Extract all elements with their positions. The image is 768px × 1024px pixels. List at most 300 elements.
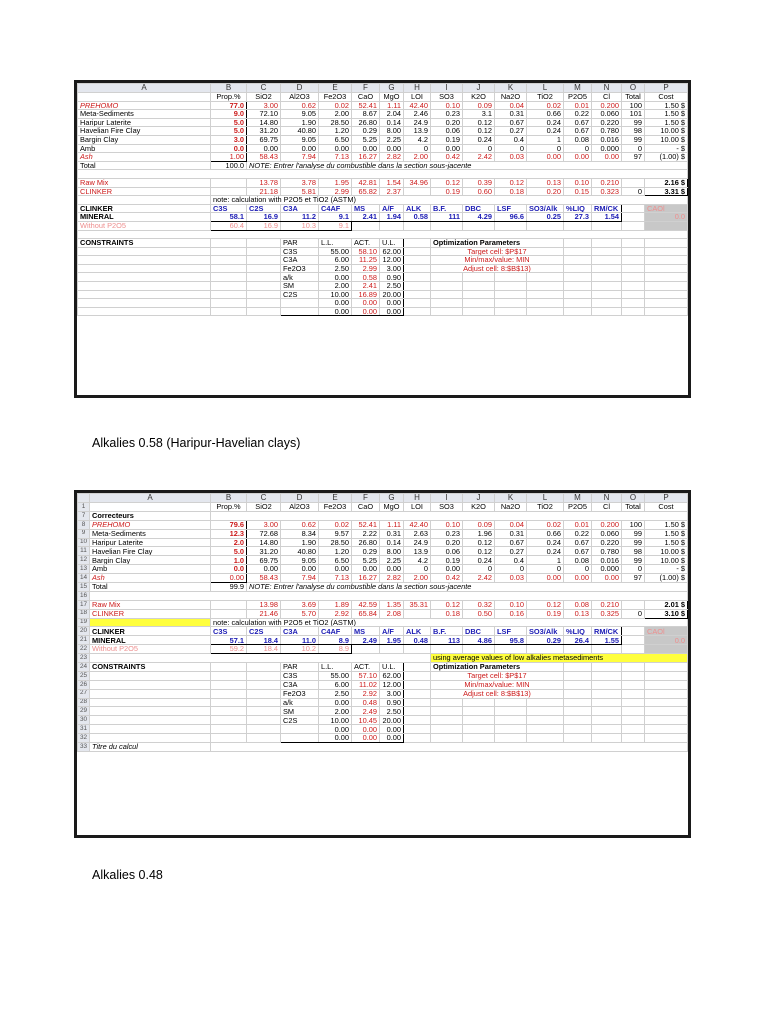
cell[interactable]: 0.00 — [319, 299, 352, 308]
cell[interactable]: 0.00 — [352, 734, 380, 743]
cell[interactable] — [404, 663, 431, 672]
cell[interactable]: 0.060 — [592, 110, 622, 119]
cell[interactable]: Haripur Laterite — [78, 118, 211, 127]
cell[interactable]: 0.00 — [564, 574, 592, 583]
row-number[interactable]: 15 — [78, 583, 90, 592]
cell[interactable] — [645, 247, 688, 256]
cell[interactable]: 0.4 — [495, 135, 527, 144]
cell[interactable]: 0.67 — [495, 538, 527, 547]
cell[interactable] — [645, 663, 688, 672]
cell[interactable]: MINERAL — [90, 636, 211, 645]
cell[interactable]: 2.00 — [404, 574, 431, 583]
cell[interactable]: 0.02 — [527, 101, 564, 110]
column-header[interactable]: G — [380, 84, 404, 93]
column-header[interactable]: D — [281, 494, 319, 503]
cell[interactable] — [527, 725, 564, 734]
cell[interactable] — [404, 707, 431, 716]
cell[interactable] — [622, 204, 645, 213]
cell[interactable] — [622, 600, 645, 609]
row-number[interactable]: 22 — [78, 645, 90, 654]
cell[interactable]: 0.01 — [564, 101, 592, 110]
cell[interactable] — [211, 264, 247, 273]
cell[interactable] — [495, 725, 527, 734]
cell[interactable]: ALK — [404, 627, 431, 636]
cell[interactable]: 9.05 — [281, 556, 319, 565]
cell[interactable] — [622, 689, 645, 698]
cell[interactable]: 40.80 — [281, 547, 319, 556]
cell[interactable]: 0.10 — [431, 101, 463, 110]
cell[interactable]: Prop.% — [211, 503, 247, 512]
cell[interactable]: A/F — [380, 204, 404, 213]
cell[interactable]: 0.00 — [527, 574, 564, 583]
column-header[interactable]: C — [247, 494, 281, 503]
cell[interactable] — [90, 698, 211, 707]
cell[interactable] — [211, 734, 247, 743]
cell[interactable]: 0.00 — [380, 565, 404, 574]
cell[interactable] — [404, 698, 431, 707]
cell[interactable] — [592, 264, 622, 273]
cell[interactable]: 1.54 — [592, 213, 622, 222]
cell[interactable]: 0 — [463, 144, 495, 153]
cell[interactable]: 97 — [622, 574, 645, 583]
cell[interactable]: 0.62 — [281, 101, 319, 110]
cell[interactable]: 60.4 — [211, 221, 247, 230]
cell[interactable]: Total — [90, 583, 211, 592]
cell[interactable]: 0.14 — [380, 118, 404, 127]
cell[interactable]: 0.22 — [564, 529, 592, 538]
cell[interactable]: 0.18 — [495, 187, 527, 196]
cell[interactable] — [247, 734, 281, 743]
cell[interactable] — [564, 716, 592, 725]
cell[interactable]: CAOl — [645, 204, 688, 213]
cell[interactable] — [431, 716, 463, 725]
cell[interactable]: SiO2 — [247, 503, 281, 512]
cell[interactable]: 97 — [622, 153, 645, 162]
cell[interactable]: 59.2 — [211, 645, 247, 654]
cell[interactable] — [645, 282, 688, 291]
cell[interactable] — [352, 221, 380, 230]
cell[interactable]: 72.68 — [247, 529, 281, 538]
cell[interactable]: 4.2 — [404, 556, 431, 565]
cell[interactable] — [622, 273, 645, 282]
cell[interactable]: NOTE: Entrer l'analyse du combustible dans la section sous-jacente — [247, 583, 688, 592]
cell[interactable] — [645, 221, 688, 230]
column-header[interactable]: B — [211, 84, 247, 93]
cell[interactable] — [495, 307, 527, 316]
cell[interactable]: 0.24 — [527, 118, 564, 127]
cell[interactable]: 0.09 — [463, 101, 495, 110]
column-header[interactable]: D — [281, 84, 319, 93]
cell[interactable]: CLINKER — [78, 204, 211, 213]
column-header[interactable]: C — [247, 84, 281, 93]
cell[interactable]: ALK — [404, 204, 431, 213]
cell[interactable]: 1.11 — [380, 520, 404, 529]
cell[interactable]: Na2O — [495, 503, 527, 512]
column-header[interactable]: J — [463, 494, 495, 503]
cell[interactable]: 1.00 — [211, 153, 247, 162]
cell[interactable]: 0.20 — [431, 538, 463, 547]
cell[interactable]: Bargin Clay — [90, 556, 211, 565]
cell[interactable]: 14.80 — [247, 538, 281, 547]
cell[interactable]: 6.50 — [319, 135, 352, 144]
cell[interactable] — [622, 178, 645, 187]
cell[interactable]: 0.12 — [463, 118, 495, 127]
cell[interactable]: Haripur Laterite — [90, 538, 211, 547]
cell[interactable]: 101 — [622, 110, 645, 119]
cell[interactable]: B.F. — [431, 204, 463, 213]
cell[interactable]: Target cell: $P$17 — [431, 671, 564, 680]
cell[interactable]: 14.80 — [247, 118, 281, 127]
cell[interactable]: 69.75 — [247, 556, 281, 565]
cell[interactable] — [495, 716, 527, 725]
cell[interactable]: 11.2 — [281, 213, 319, 222]
cell[interactable]: 9.57 — [319, 529, 352, 538]
cell[interactable]: 0.14 — [380, 538, 404, 547]
cell[interactable]: 16.89 — [352, 290, 380, 299]
cell[interactable] — [431, 734, 463, 743]
cell[interactable] — [211, 299, 247, 308]
cell[interactable]: 0 — [527, 144, 564, 153]
cell[interactable]: Total — [622, 93, 645, 102]
cell[interactable]: 12.00 — [380, 256, 404, 265]
cell[interactable] — [564, 680, 592, 689]
cell[interactable]: 58.43 — [247, 574, 281, 583]
cell[interactable] — [404, 273, 431, 282]
cell[interactable] — [90, 680, 211, 689]
cell[interactable]: 16.9 — [247, 221, 281, 230]
column-header[interactable]: N — [592, 84, 622, 93]
row-number[interactable]: 11 — [78, 547, 90, 556]
cell[interactable] — [622, 680, 645, 689]
cell[interactable]: 31.20 — [247, 127, 281, 136]
cell[interactable]: 42.40 — [404, 520, 431, 529]
cell[interactable] — [431, 707, 463, 716]
cell[interactable] — [463, 282, 495, 291]
cell[interactable]: 0.12 — [463, 127, 495, 136]
cell[interactable]: 11.02 — [352, 680, 380, 689]
cell[interactable]: 0.00 — [352, 144, 380, 153]
cell[interactable]: 1.50 $ — [645, 110, 688, 119]
cell[interactable]: CLINKER — [78, 187, 211, 196]
row-number[interactable]: 7 — [78, 511, 90, 520]
cell[interactable]: SO3 — [431, 93, 463, 102]
cell[interactable]: 0.04 — [495, 101, 527, 110]
cell[interactable] — [247, 239, 281, 248]
cell[interactable] — [247, 299, 281, 308]
cell[interactable] — [90, 654, 431, 663]
cell[interactable]: SO3/Alk — [527, 627, 564, 636]
cell[interactable]: 0.23 — [431, 110, 463, 119]
cell[interactable]: 1.35 — [380, 600, 404, 609]
column-header[interactable]: I — [431, 84, 463, 93]
cell[interactable]: 0.06 — [431, 127, 463, 136]
cell[interactable]: CONSTRAINTS — [78, 239, 211, 248]
cell[interactable] — [463, 716, 495, 725]
column-header[interactable]: L — [527, 494, 564, 503]
cell[interactable]: 0 — [564, 565, 592, 574]
cell[interactable]: 1.50 $ — [645, 520, 688, 529]
cell[interactable]: 11.0 — [281, 636, 319, 645]
cell[interactable] — [527, 698, 564, 707]
cell[interactable]: MgO — [380, 93, 404, 102]
cell[interactable]: a/k — [281, 698, 319, 707]
cell[interactable]: C2S — [281, 716, 319, 725]
cell[interactable]: 2.16 $ — [645, 178, 688, 187]
cell[interactable]: 0.00 — [319, 144, 352, 153]
cell[interactable]: 0.00 — [247, 565, 281, 574]
cell[interactable]: Amb — [90, 565, 211, 574]
cell[interactable]: Target cell: $P$17 — [431, 247, 564, 256]
cell[interactable] — [247, 698, 281, 707]
cell[interactable]: LSF — [495, 627, 527, 636]
cell[interactable] — [90, 671, 211, 680]
cell[interactable] — [247, 247, 281, 256]
cell[interactable]: 2.82 — [380, 153, 404, 162]
cell[interactable]: C2S — [281, 290, 319, 299]
cell[interactable]: 0.67 — [564, 127, 592, 136]
cell[interactable] — [592, 256, 622, 265]
cell[interactable]: 0.67 — [564, 547, 592, 556]
cell[interactable]: 0.016 — [592, 135, 622, 144]
cell[interactable]: 42.40 — [404, 101, 431, 110]
cell[interactable]: 1.95 — [380, 636, 404, 645]
cell[interactable]: 0.03 — [495, 574, 527, 583]
cell[interactable]: 8.00 — [380, 547, 404, 556]
cell[interactable] — [380, 221, 404, 230]
cell[interactable]: RM/CK — [592, 627, 622, 636]
cell[interactable]: 1.20 — [319, 127, 352, 136]
cell[interactable] — [495, 282, 527, 291]
cell[interactable]: 0.48 — [352, 698, 380, 707]
cell[interactable]: 0.60 — [463, 187, 495, 196]
cell[interactable]: 9.1 — [319, 213, 352, 222]
cell[interactable] — [622, 299, 645, 308]
cell[interactable]: 0.00 — [319, 698, 352, 707]
cell[interactable] — [90, 734, 211, 743]
cell[interactable]: 0.02 — [319, 520, 352, 529]
cell[interactable]: 0 — [564, 144, 592, 153]
cell[interactable]: SO3 — [431, 503, 463, 512]
cell[interactable]: 0.00 — [281, 565, 319, 574]
cell[interactable]: 8.9 — [319, 645, 352, 654]
cell[interactable] — [78, 93, 211, 102]
column-header[interactable]: F — [352, 84, 380, 93]
cell[interactable] — [564, 282, 592, 291]
cell[interactable]: U.L. — [380, 663, 404, 672]
cell[interactable]: 10.00 $ — [645, 135, 688, 144]
cell[interactable]: 0 — [622, 565, 645, 574]
cell[interactable] — [247, 256, 281, 265]
cell[interactable] — [281, 307, 319, 316]
cell[interactable]: 7.13 — [319, 153, 352, 162]
row-number[interactable]: 30 — [78, 716, 90, 725]
column-header[interactable]: A — [78, 84, 211, 93]
cell[interactable] — [592, 247, 622, 256]
cell[interactable]: 0.200 — [592, 520, 622, 529]
cell[interactable] — [527, 273, 564, 282]
cell[interactable]: 28.50 — [319, 118, 352, 127]
cell[interactable]: %LIQ — [564, 627, 592, 636]
cell[interactable] — [495, 698, 527, 707]
cell[interactable] — [564, 671, 592, 680]
cell[interactable]: 0.02 — [527, 520, 564, 529]
cell[interactable]: 31.20 — [247, 547, 281, 556]
cell[interactable] — [404, 307, 431, 316]
cell[interactable]: 0.29 — [527, 636, 564, 645]
cell[interactable]: - $ — [645, 144, 688, 153]
cell[interactable] — [281, 299, 319, 308]
cell[interactable] — [622, 627, 645, 636]
cell[interactable]: 10.00 $ — [645, 556, 688, 565]
cell[interactable]: 16.9 — [247, 213, 281, 222]
cell[interactable]: TiO2 — [527, 503, 564, 512]
cell[interactable]: Fe2O3 — [281, 264, 319, 273]
column-header[interactable]: P — [645, 84, 688, 93]
column-header[interactable]: M — [564, 84, 592, 93]
cell[interactable]: 0.12 — [463, 547, 495, 556]
cell[interactable] — [211, 239, 247, 248]
cell[interactable]: 34.96 — [404, 178, 431, 187]
cell[interactable]: 0.15 — [564, 187, 592, 196]
cell[interactable]: Cl — [592, 503, 622, 512]
cell[interactable] — [527, 282, 564, 291]
cell[interactable]: 2.04 — [380, 110, 404, 119]
column-header[interactable]: B — [211, 494, 247, 503]
cell[interactable]: 0.325 — [592, 609, 622, 618]
cell[interactable]: 58.43 — [247, 153, 281, 162]
cell[interactable]: 0.29 — [352, 127, 380, 136]
cell[interactable] — [622, 213, 645, 222]
cell[interactable]: 21.46 — [247, 609, 281, 618]
cell[interactable]: 4.2 — [404, 135, 431, 144]
cell[interactable] — [211, 698, 247, 707]
cell[interactable] — [564, 256, 592, 265]
column-header[interactable]: P — [645, 494, 688, 503]
cell[interactable]: 0.24 — [463, 135, 495, 144]
cell[interactable] — [431, 282, 463, 291]
cell[interactable]: Al2O3 — [281, 93, 319, 102]
cell[interactable]: 24.9 — [404, 538, 431, 547]
cell[interactable]: 3.00 — [380, 264, 404, 273]
cell[interactable]: SM — [281, 707, 319, 716]
cell[interactable]: 2.46 — [404, 110, 431, 119]
cell[interactable]: 0.000 — [592, 565, 622, 574]
cell[interactable]: 0.13 — [527, 178, 564, 187]
row-number[interactable]: 17 — [78, 600, 90, 609]
cell[interactable]: MgO — [380, 503, 404, 512]
cell[interactable]: 13.98 — [247, 600, 281, 609]
cell[interactable]: 0.67 — [564, 538, 592, 547]
cell[interactable]: 0.66 — [527, 529, 564, 538]
cell[interactable]: 2.01 $ — [645, 600, 688, 609]
cell[interactable]: CLINKER — [90, 627, 211, 636]
cell[interactable] — [247, 663, 281, 672]
cell[interactable]: 2.00 — [404, 153, 431, 162]
cell[interactable]: C4AF — [319, 627, 352, 636]
cell[interactable]: 2.63 — [404, 529, 431, 538]
cell[interactable]: 99 — [622, 556, 645, 565]
cell[interactable]: 0.00 — [352, 307, 380, 316]
cell[interactable] — [247, 307, 281, 316]
cell[interactable]: 26.4 — [564, 636, 592, 645]
row-number[interactable]: 12 — [78, 556, 90, 565]
cell[interactable]: Optimization Parameters — [431, 663, 564, 672]
cell[interactable] — [431, 290, 463, 299]
cell[interactable] — [622, 645, 645, 654]
cell[interactable]: C2S — [247, 204, 281, 213]
cell[interactable]: 1.90 — [281, 538, 319, 547]
cell[interactable]: 2.00 — [319, 110, 352, 119]
cell[interactable]: 100 — [622, 520, 645, 529]
cell[interactable]: 0.90 — [380, 698, 404, 707]
cell[interactable]: 8.00 — [380, 127, 404, 136]
cell[interactable] — [78, 256, 211, 265]
cell[interactable]: Fe2O3 — [281, 689, 319, 698]
cell[interactable] — [463, 698, 495, 707]
cell[interactable]: 2.08 — [380, 609, 404, 618]
cell[interactable]: U.L. — [380, 239, 404, 248]
cell[interactable]: SM — [281, 282, 319, 291]
cell[interactable]: 42.59 — [352, 600, 380, 609]
cell[interactable] — [78, 196, 211, 205]
cell[interactable]: 0.48 — [404, 636, 431, 645]
cell[interactable]: 96.6 — [495, 213, 527, 222]
cell[interactable] — [211, 743, 688, 752]
cell[interactable] — [622, 264, 645, 273]
cell[interactable]: 8.34 — [281, 529, 319, 538]
cell[interactable] — [90, 591, 688, 600]
cell[interactable]: 1.89 — [319, 600, 352, 609]
cell[interactable]: 0 — [622, 187, 645, 196]
cell[interactable]: 4.29 — [463, 213, 495, 222]
row-number[interactable]: 13 — [78, 565, 90, 574]
cell[interactable] — [622, 698, 645, 707]
cell[interactable] — [622, 663, 645, 672]
cell[interactable]: Total — [78, 161, 211, 170]
cell[interactable]: 40.80 — [281, 127, 319, 136]
cell[interactable]: 3.00 — [380, 689, 404, 698]
cell[interactable]: 0.24 — [527, 538, 564, 547]
column-header[interactable]: G — [380, 494, 404, 503]
cell[interactable]: C3A — [281, 256, 319, 265]
cell[interactable]: Ash — [90, 574, 211, 583]
cell[interactable] — [247, 707, 281, 716]
cell[interactable]: 6.00 — [319, 256, 352, 265]
cell[interactable] — [380, 645, 404, 654]
cell[interactable]: 0.4 — [495, 556, 527, 565]
cell[interactable]: Adjust cell: 8:$B$13) — [431, 689, 564, 698]
cell[interactable] — [211, 707, 247, 716]
cell[interactable]: 3.1 — [463, 110, 495, 119]
cell[interactable] — [281, 734, 319, 743]
cell[interactable]: (1.00) $ — [645, 153, 688, 162]
cell[interactable] — [211, 178, 247, 187]
cell[interactable]: 2.00 — [319, 707, 352, 716]
cell[interactable] — [645, 680, 688, 689]
cell[interactable] — [495, 707, 527, 716]
cell[interactable]: Al2O3 — [281, 503, 319, 512]
cell[interactable]: 0.00 — [592, 153, 622, 162]
cell[interactable] — [645, 264, 688, 273]
cell[interactable]: 1.95 — [319, 178, 352, 187]
cell[interactable] — [78, 247, 211, 256]
cell[interactable]: 11.25 — [352, 256, 380, 265]
column-header[interactable]: E — [319, 84, 352, 93]
row-number[interactable]: 28 — [78, 698, 90, 707]
cell[interactable]: 3.69 — [281, 600, 319, 609]
cell[interactable]: 0.00 — [319, 273, 352, 282]
cell[interactable]: Cost — [645, 93, 688, 102]
